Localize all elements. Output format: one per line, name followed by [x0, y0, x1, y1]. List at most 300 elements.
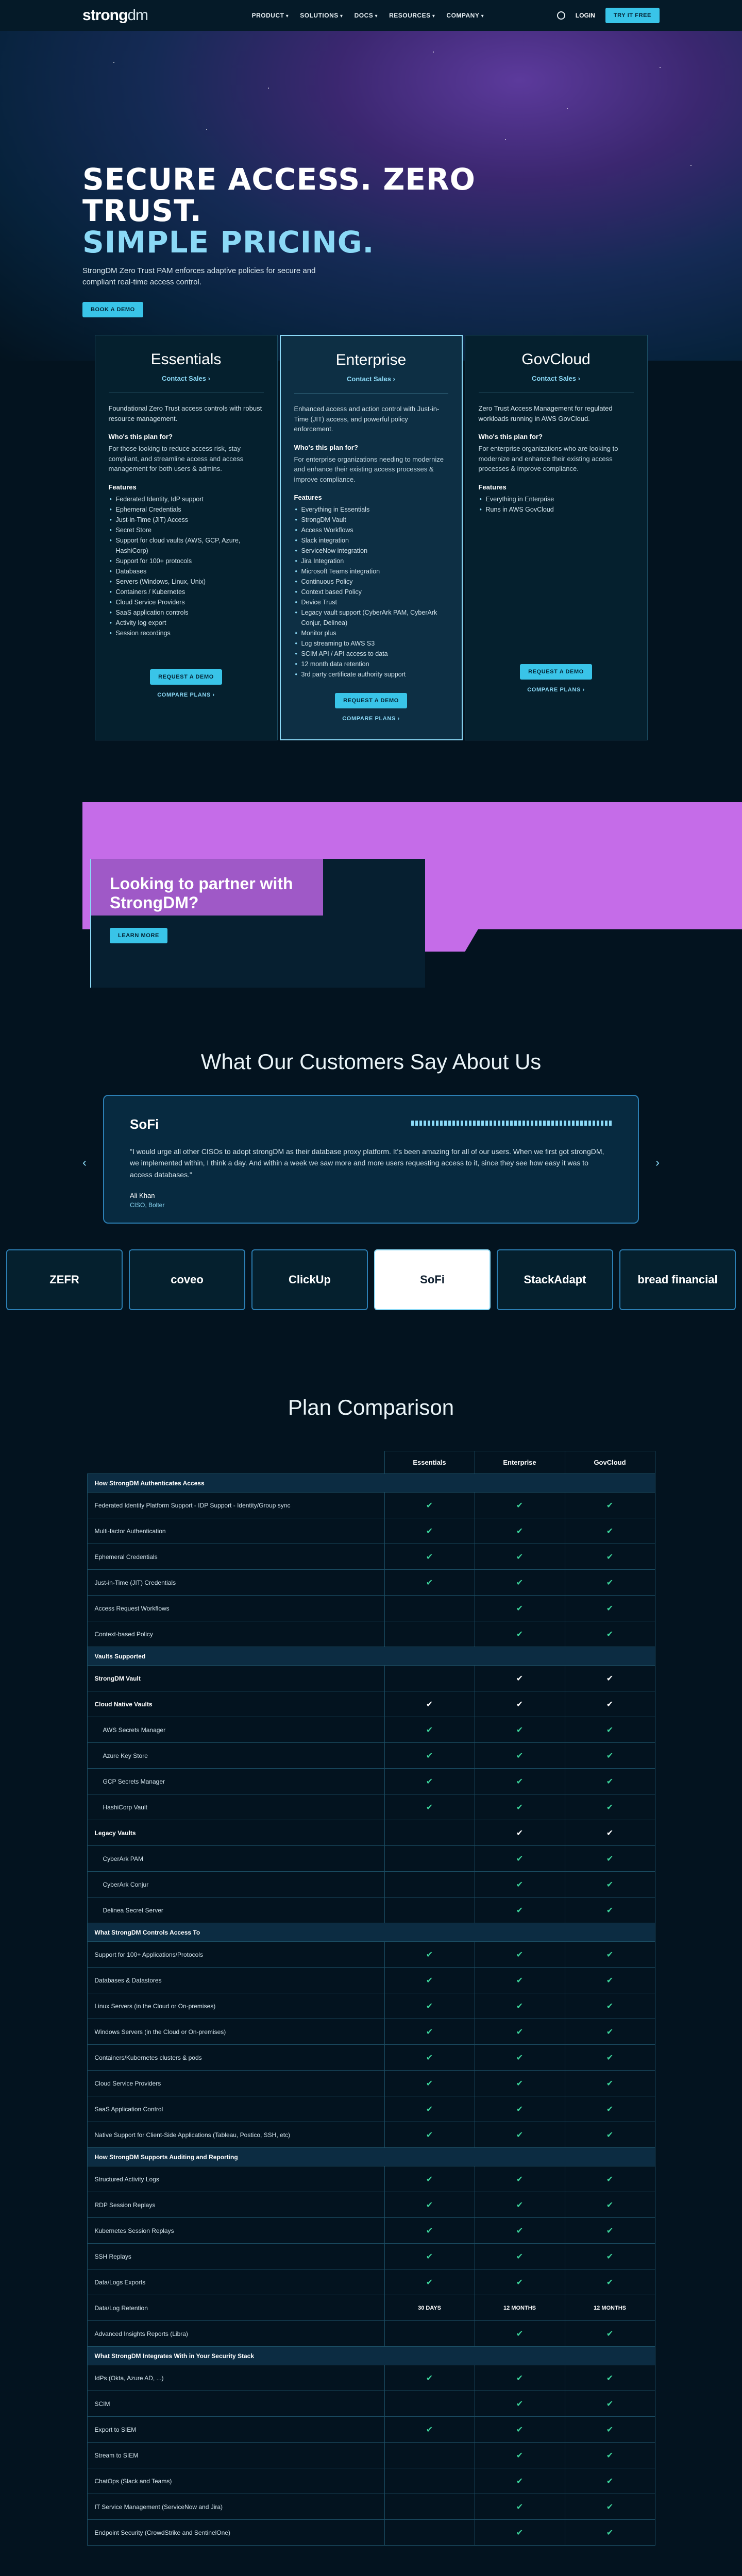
table-section-header — [87, 2347, 655, 2365]
partner-learn-more-button[interactable]: LEARN MORE — [110, 928, 167, 943]
feature-item: • Session recordings — [109, 628, 264, 638]
check-icon: ✔ — [565, 1666, 655, 1691]
check-icon: ✔ — [384, 1493, 475, 1518]
section-label: How StrongDM Supports Auditing and Reporting — [87, 2148, 655, 2166]
feature-label: GCP Secrets Manager — [87, 1769, 384, 1794]
check-icon: ✔ — [565, 1493, 655, 1518]
feature-label: Native Support for Client-Side Applications (Tableau, Postico, SSH, etc) — [87, 2122, 384, 2148]
table-row — [87, 2443, 655, 2468]
check-icon: ✔ — [565, 1794, 655, 1820]
feature-label: SSH Replays — [87, 2244, 384, 2269]
feature-label: Legacy Vaults — [87, 1820, 384, 1846]
table-row — [87, 2295, 655, 2321]
check-icon: ✔ — [475, 1968, 565, 1993]
check-icon: ✔ — [475, 1666, 565, 1691]
partner-section — [0, 802, 742, 1013]
feature-item: • Databases — [109, 566, 264, 577]
hero-section — [0, 31, 742, 361]
feature-label: Federated Identity Platform Support - IDP Support - Identity/Group sync — [87, 1493, 384, 1518]
plan-description: Enhanced access and action control with Just-in-Time (JIT) access, and powerful policy enforcement. — [294, 405, 440, 433]
check-icon: ✔ — [565, 1968, 655, 1993]
table-section-header — [87, 2148, 655, 2166]
chevron-left-icon[interactable]: ‹ — [82, 1156, 87, 1170]
pricing-cards — [0, 335, 742, 740]
table-section-header — [87, 1474, 655, 1493]
table-row — [87, 1872, 655, 1897]
feature-label: IT Service Management (ServiceNow and Jira) — [87, 2494, 384, 2520]
check-icon: ✔ — [565, 1942, 655, 1968]
check-icon: ✔ — [475, 1717, 565, 1743]
plan-who-title: Who's this plan for? — [294, 443, 358, 451]
feature-item: • Ephemeral Credentials — [109, 504, 264, 515]
contact-sales-link[interactable]: Contact Sales › — [532, 375, 580, 382]
table-row — [87, 1993, 655, 2019]
empty-cell — [384, 2520, 475, 2546]
check-icon: ✔ — [475, 1897, 565, 1923]
table-row — [87, 1518, 655, 1544]
check-icon: ✔ — [475, 2321, 565, 2347]
table-row — [87, 2192, 655, 2218]
feature-label: AWS Secrets Manager — [87, 1717, 384, 1743]
plan-features — [479, 494, 634, 515]
table-row — [87, 1596, 655, 1621]
check-icon: ✔ — [475, 2045, 565, 2071]
nav-menu — [179, 12, 557, 19]
plan-name: Enterprise — [335, 351, 407, 368]
feature-item: • Log streaming to AWS S3 — [294, 638, 448, 649]
check-icon: ✔ — [475, 1942, 565, 1968]
feature-label: SaaS Application Control — [87, 2096, 384, 2122]
feature-item: • Everything in Essentials — [294, 504, 448, 515]
feature-label: Ephemeral Credentials — [87, 1544, 384, 1570]
plan-who: For those looking to reduce access risk, stay compliant, and streamline access and access management for both users & admins. — [108, 445, 244, 472]
table-row — [87, 1621, 655, 1647]
table-row — [87, 1544, 655, 1570]
check-icon: ✔ — [475, 1743, 565, 1769]
check-icon: ✔ — [384, 1544, 475, 1570]
plan-name: GovCloud — [521, 351, 591, 368]
feature-item: • SCIM API / API access to data — [294, 649, 448, 659]
feature-label: Endpoint Security (CrowdStrike and SentinelOne) — [87, 2520, 384, 2546]
check-icon: ✔ — [475, 2443, 565, 2468]
table-row — [87, 2019, 655, 2045]
check-icon: ✔ — [384, 2417, 475, 2443]
table-row — [87, 2391, 655, 2417]
feature-item: • Slack integration — [294, 535, 448, 546]
check-icon: ✔ — [384, 1691, 475, 1717]
feature-label: SCIM — [87, 2391, 384, 2417]
check-icon: ✔ — [565, 2122, 655, 2148]
check-icon: ✔ — [565, 2494, 655, 2520]
section-label: How StrongDM Authenticates Access — [87, 1474, 655, 1493]
feature-label: Containers/Kubernetes clusters & pods — [87, 2045, 384, 2071]
plan-who-title: Who's this plan for? — [478, 433, 543, 440]
check-icon: ✔ — [475, 1846, 565, 1872]
request-demo-button[interactable]: REQUEST A DEMO — [335, 693, 407, 708]
try-free-button[interactable]: TRY IT FREE — [605, 8, 660, 23]
check-icon: ✔ — [475, 1820, 565, 1846]
feature-item: • 3rd party certificate authority support — [294, 669, 448, 680]
check-icon: ✔ — [384, 1570, 475, 1596]
empty-cell — [384, 2494, 475, 2520]
table-row — [87, 2269, 655, 2295]
value-cell: 12 MONTHS — [565, 2295, 655, 2321]
compare-plans-link[interactable]: COMPARE PLANS › — [342, 716, 400, 722]
check-icon: ✔ — [384, 1794, 475, 1820]
check-icon: ✔ — [475, 1570, 565, 1596]
testimonial-author: Ali Khan — [130, 1192, 155, 1200]
feature-item: • Microsoft Teams integration — [294, 566, 448, 577]
check-icon: ✔ — [384, 2244, 475, 2269]
feature-label: Support for 100+ Applications/Protocols — [87, 1942, 384, 1968]
empty-cell — [384, 2443, 475, 2468]
table-row — [87, 2321, 655, 2347]
check-icon: ✔ — [475, 2019, 565, 2045]
check-icon: ✔ — [384, 2269, 475, 2295]
plan-features-title: Features — [478, 483, 507, 491]
check-icon: ✔ — [565, 2045, 655, 2071]
check-icon: ✔ — [475, 2218, 565, 2244]
check-icon: ✔ — [475, 2244, 565, 2269]
check-icon: ✔ — [565, 2192, 655, 2218]
check-icon: ✔ — [475, 2417, 565, 2443]
check-icon: ✔ — [565, 1743, 655, 1769]
check-icon: ✔ — [475, 1691, 565, 1717]
table-row — [87, 2365, 655, 2391]
feature-label: Linux Servers (in the Cloud or On-premises) — [87, 1993, 384, 2019]
plan-govcloud — [465, 335, 648, 740]
table-row — [87, 1846, 655, 1872]
pagination-bar — [411, 1121, 612, 1126]
table-row — [87, 1968, 655, 1993]
feature-item: • Runs in AWS GovCloud — [479, 504, 634, 515]
check-icon: ✔ — [384, 2019, 475, 2045]
empty-cell — [384, 2391, 475, 2417]
table-row — [87, 1942, 655, 1968]
feature-label: Export to SIEM — [87, 2417, 384, 2443]
check-icon: ✔ — [475, 1518, 565, 1544]
feature-item: • SaaS application controls — [109, 607, 264, 618]
chevron-right-icon[interactable]: › — [655, 1156, 660, 1170]
check-icon: ✔ — [475, 1794, 565, 1820]
check-icon: ✔ — [475, 2192, 565, 2218]
login-link[interactable]: LOGIN — [575, 12, 595, 19]
feature-label: Delinea Secret Server — [87, 1897, 384, 1923]
check-icon: ✔ — [565, 1570, 655, 1596]
feature-item: • Access Workflows — [294, 525, 448, 535]
table-row — [87, 2417, 655, 2443]
check-icon: ✔ — [384, 1968, 475, 1993]
plan-enterprise — [280, 335, 463, 740]
compare-plans-link[interactable]: COMPARE PLANS › — [157, 691, 215, 698]
table-row — [87, 2468, 655, 2494]
check-icon: ✔ — [475, 1621, 565, 1647]
check-icon: ✔ — [475, 2269, 565, 2295]
feature-item: • Jira Integration — [294, 556, 448, 566]
testimonials-section — [0, 1049, 742, 1310]
testimonials-title: What Our Customers Say About Us — [200, 1049, 542, 1074]
check-icon: ✔ — [565, 2269, 655, 2295]
plan-description: Zero Trust Access Management for regulated workloads running in AWS GovCloud. — [478, 404, 613, 422]
empty-cell — [384, 1621, 475, 1647]
plan-features-title: Features — [294, 494, 322, 501]
empty-cell — [384, 1897, 475, 1923]
table-row — [87, 2045, 655, 2071]
logo-sofi[interactable]: SoFi — [374, 1249, 491, 1310]
check-icon: ✔ — [384, 2365, 475, 2391]
feature-label: Structured Activity Logs — [87, 2166, 384, 2192]
hero-title: SECURE ACCESS. ZERO TRUST. SIMPLE PRICING. — [82, 162, 476, 260]
feature-item: • Activity log export — [109, 618, 264, 628]
feature-label: Data/Log Retention — [87, 2295, 384, 2321]
feature-label: Stream to SIEM — [87, 2443, 384, 2468]
feature-label: Databases & Datastores — [87, 1968, 384, 1993]
compare-plans-link[interactable]: COMPARE PLANS › — [527, 686, 585, 693]
table-row — [87, 2122, 655, 2148]
testimonial-brand: SoFi — [130, 1116, 159, 1132]
table-row — [87, 1897, 655, 1923]
section-label: What StrongDM Controls Access To — [87, 1923, 655, 1942]
brand-logo[interactable]: strongdm — [82, 7, 148, 24]
section-label: What StrongDM Integrates With in Your Security Stack — [87, 2347, 655, 2365]
check-icon: ✔ — [565, 2321, 655, 2347]
check-icon: ✔ — [475, 1993, 565, 2019]
feature-item: • Support for cloud vaults (AWS, GCP, Azure, HashiCorp) — [109, 535, 264, 556]
table-row — [87, 2096, 655, 2122]
plan-features-title: Features — [108, 483, 137, 491]
partner-title: Looking to partner with StrongDM? — [110, 874, 293, 912]
check-icon: ✔ — [565, 1769, 655, 1794]
comparison-title: Plan Comparison — [288, 1395, 454, 1419]
comparison-table — [87, 1451, 655, 2546]
check-icon: ✔ — [384, 2045, 475, 2071]
check-icon: ✔ — [565, 2365, 655, 2391]
check-icon: ✔ — [475, 2071, 565, 2096]
check-icon: ✔ — [475, 2520, 565, 2546]
check-icon: ✔ — [565, 1621, 655, 1647]
col-govcloud: GovCloud — [565, 1451, 655, 1474]
table-row — [87, 1794, 655, 1820]
table-section-header — [87, 1923, 655, 1942]
feature-label: Context-based Policy — [87, 1621, 384, 1647]
table-row — [87, 1666, 655, 1691]
table-row — [87, 2071, 655, 2096]
feature-label: HashiCorp Vault — [87, 1794, 384, 1820]
table-row — [87, 2520, 655, 2546]
request-demo-button[interactable]: REQUEST A DEMO — [150, 669, 222, 685]
check-icon: ✔ — [475, 2391, 565, 2417]
request-demo-button[interactable]: REQUEST A DEMO — [520, 664, 592, 680]
check-icon: ✔ — [565, 1691, 655, 1717]
nav-company[interactable]: COMPANY ▾ — [446, 12, 484, 19]
value-cell: 30 DAYS — [384, 2295, 475, 2321]
check-icon: ✔ — [565, 2468, 655, 2494]
feature-item: • ServiceNow integration — [294, 546, 448, 556]
table-row — [87, 1743, 655, 1769]
check-icon: ✔ — [475, 2494, 565, 2520]
empty-cell — [384, 1846, 475, 1872]
feature-item: • Legacy vault support (CyberArk PAM, CyberArk Conjur, Delinea) — [294, 607, 448, 628]
check-icon: ✔ — [565, 1820, 655, 1846]
feature-label: Kubernetes Session Replays — [87, 2218, 384, 2244]
check-icon: ✔ — [565, 2096, 655, 2122]
check-icon: ✔ — [565, 2166, 655, 2192]
check-icon: ✔ — [565, 1717, 655, 1743]
feature-item: • Servers (Windows, Linux, Unix) — [109, 577, 264, 587]
col-enterprise: Enterprise — [475, 1451, 565, 1474]
check-icon: ✔ — [565, 2218, 655, 2244]
check-icon: ✔ — [384, 2071, 475, 2096]
check-icon: ✔ — [565, 2520, 655, 2546]
testimonial-role: CISO, Bolter — [130, 1201, 165, 1209]
check-icon: ✔ — [565, 2071, 655, 2096]
check-icon: ✔ — [565, 2019, 655, 2045]
nav-resources[interactable]: RESOURCES ▾ — [389, 12, 435, 19]
empty-cell — [384, 1820, 475, 1846]
table-row — [87, 1717, 655, 1743]
testimonial-quote: "I would urge all other CISOs to adopt strongDM as their database proxy platform. It's been amazing for all of our users. When we first got strongDM, we implemented within, I think a day. And within a week we saw more and more users requesting access to it, since they see how easy it was to access databases." — [130, 1147, 604, 1179]
col-essentials: Essentials — [384, 1451, 475, 1474]
plan-features — [109, 494, 264, 638]
contact-sales-link[interactable]: Contact Sales › — [347, 375, 395, 383]
check-icon: ✔ — [475, 2166, 565, 2192]
empty-cell — [384, 2321, 475, 2347]
nav-solutions[interactable]: SOLUTIONS ▾ — [300, 12, 343, 19]
logo-bread-financial[interactable]: bread financial — [619, 1249, 736, 1310]
check-icon: ✔ — [565, 1846, 655, 1872]
feature-label: Multi-factor Authentication — [87, 1518, 384, 1544]
logo-zefr[interactable]: ZEFR — [6, 1249, 123, 1310]
check-icon: ✔ — [475, 2122, 565, 2148]
contact-sales-link[interactable]: Contact Sales › — [162, 375, 210, 382]
feature-item: • Support for 100+ protocols — [109, 556, 264, 566]
feature-item: • Context based Policy — [294, 587, 448, 597]
feature-label: RDP Session Replays — [87, 2192, 384, 2218]
value-cell: 12 MONTHS — [475, 2295, 565, 2321]
check-icon: ✔ — [384, 1518, 475, 1544]
logo-coveo[interactable]: coveo — [129, 1249, 245, 1310]
feature-item: • Monitor plus — [294, 628, 448, 638]
check-icon: ✔ — [384, 2218, 475, 2244]
plan-name: Essentials — [150, 351, 222, 368]
check-icon: ✔ — [475, 2365, 565, 2391]
check-icon: ✔ — [475, 1493, 565, 1518]
feature-label: Data/Logs Exports — [87, 2269, 384, 2295]
plan-comparison-section — [0, 1395, 742, 2546]
empty-cell — [384, 1666, 475, 1691]
check-icon: ✔ — [475, 1596, 565, 1621]
table-row — [87, 1820, 655, 1846]
logo-clickup[interactable]: ClickUp — [251, 1249, 368, 1310]
feature-label: ChatOps (Slack and Teams) — [87, 2468, 384, 2494]
feature-item: • StrongDM Vault — [294, 515, 448, 525]
check-icon: ✔ — [384, 2192, 475, 2218]
check-icon: ✔ — [475, 2468, 565, 2494]
feature-label: StrongDM Vault — [87, 1666, 384, 1691]
nav-actions — [557, 8, 660, 23]
check-icon: ✔ — [384, 1717, 475, 1743]
table-row — [87, 1769, 655, 1794]
table-row — [87, 2244, 655, 2269]
feature-label: CyberArk PAM — [87, 1846, 384, 1872]
check-icon: ✔ — [565, 1518, 655, 1544]
check-icon: ✔ — [565, 1993, 655, 2019]
check-icon: ✔ — [384, 2166, 475, 2192]
logo-stackadapt[interactable]: StackAdapt — [497, 1249, 613, 1310]
check-icon: ✔ — [384, 2096, 475, 2122]
table-row — [87, 1493, 655, 1518]
book-demo-button[interactable]: BOOK A DEMO — [82, 302, 143, 317]
feature-item: • Containers / Kubernetes — [109, 587, 264, 597]
plan-features — [294, 504, 448, 680]
check-icon: ✔ — [384, 1942, 475, 1968]
feature-label: Access Request Workflows — [87, 1596, 384, 1621]
check-icon: ✔ — [475, 1872, 565, 1897]
feature-label: CyberArk Conjur — [87, 1872, 384, 1897]
feature-label: IdPs (Okta, Azure AD, ...) — [87, 2365, 384, 2391]
plan-essentials — [95, 335, 278, 740]
feature-item: • 12 month data retention — [294, 659, 448, 669]
top-nav — [0, 0, 742, 31]
feature-label: Cloud Service Providers — [87, 2071, 384, 2096]
feature-label: Cloud Native Vaults — [87, 1691, 384, 1717]
feature-label: Just-in-Time (JIT) Credentials — [87, 1570, 384, 1596]
check-icon: ✔ — [384, 1769, 475, 1794]
check-icon: ✔ — [384, 2122, 475, 2148]
feature-label: Advanced Insights Reports (Libra) — [87, 2321, 384, 2347]
nav-docs[interactable]: DOCS ▾ — [355, 12, 378, 19]
partner-card — [90, 859, 425, 988]
check-icon: ✔ — [475, 1769, 565, 1794]
empty-cell — [384, 1596, 475, 1621]
table-row — [87, 2494, 655, 2520]
table-row — [87, 1691, 655, 1717]
check-icon: ✔ — [565, 2244, 655, 2269]
check-icon: ✔ — [384, 1743, 475, 1769]
feature-label: Windows Servers (in the Cloud or On-premises) — [87, 2019, 384, 2045]
empty-cell — [384, 2468, 475, 2494]
hero-subtitle: StrongDM Zero Trust PAM enforces adaptive policies for secure and compliant real-time access control. — [82, 266, 316, 287]
feature-item: • Device Trust — [294, 597, 448, 607]
check-icon: ✔ — [565, 2391, 655, 2417]
check-icon: ✔ — [565, 1872, 655, 1897]
plan-who-title: Who's this plan for? — [108, 433, 173, 440]
plan-who: For enterprise organizations who are looking to modernize and enhance their existing access processes & improve compliance. — [478, 445, 618, 472]
feature-item: • Cloud Service Providers — [109, 597, 264, 607]
feature-item: • Federated Identity, IdP support — [109, 494, 264, 504]
table-row — [87, 1570, 655, 1596]
check-icon: ✔ — [565, 2443, 655, 2468]
feature-item: • Everything in Enterprise — [479, 494, 634, 504]
section-label: Vaults Supported — [87, 1647, 655, 1666]
check-icon: ✔ — [565, 1596, 655, 1621]
table-section-header — [87, 1647, 655, 1666]
plan-who: For enterprise organizations needing to modernize and enhance their existing access processes & improve compliance. — [294, 455, 444, 483]
table-row — [87, 2218, 655, 2244]
feature-item: • Continuous Policy — [294, 577, 448, 587]
testimonial-card — [103, 1095, 639, 1224]
table-row — [87, 2166, 655, 2192]
check-icon: ✔ — [384, 1993, 475, 2019]
check-icon: ✔ — [475, 1544, 565, 1570]
check-icon: ✔ — [565, 1897, 655, 1923]
check-icon: ✔ — [475, 2096, 565, 2122]
nav-product[interactable]: PRODUCT ▾ — [252, 12, 289, 19]
customer-logos — [0, 1249, 742, 1310]
feature-item: • Just-in-Time (JIT) Access — [109, 515, 264, 525]
check-icon: ✔ — [565, 1544, 655, 1570]
search-icon[interactable] — [557, 11, 565, 20]
